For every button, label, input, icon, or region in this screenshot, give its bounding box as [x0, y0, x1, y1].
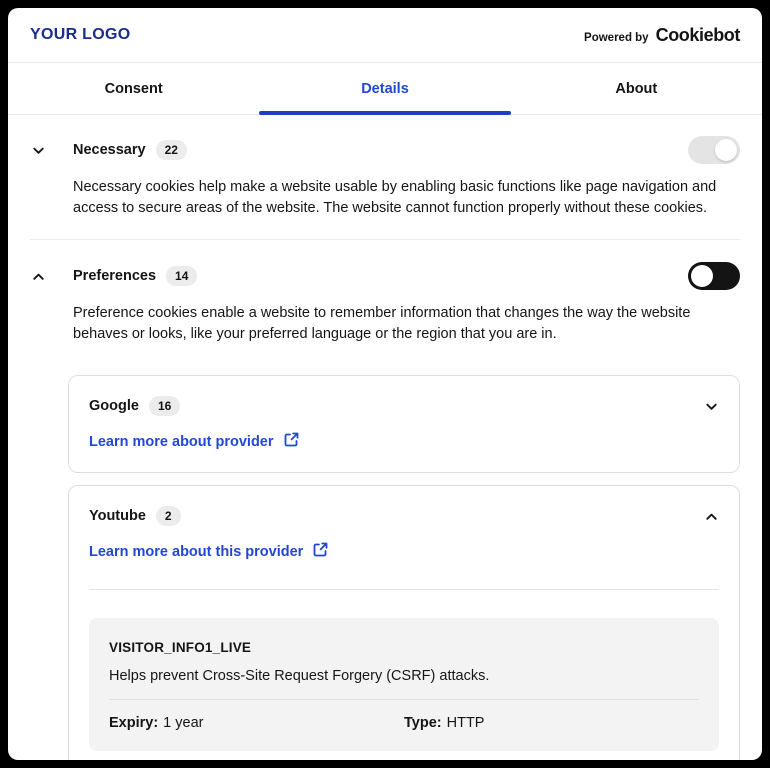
- dialog-header: [8, 8, 762, 63]
- provider-count-badge: 16: [149, 396, 180, 416]
- provider-name-youtube: Youtube: [89, 508, 146, 525]
- provider-card-youtube: [68, 485, 740, 760]
- tab-consent[interactable]: Consent: [104, 80, 163, 97]
- category-row-necessary: [30, 135, 740, 165]
- preferences-toggle[interactable]: [688, 262, 740, 290]
- provider-card-divider: [89, 589, 719, 590]
- category-name-preferences: Preferences: [73, 268, 157, 285]
- provider-name-google: Google: [89, 398, 139, 415]
- external-link-icon: [283, 431, 300, 452]
- cookie-consent-dialog: [8, 8, 762, 760]
- learn-more-provider-link[interactable]: [89, 431, 300, 452]
- tab-about[interactable]: About: [615, 80, 658, 97]
- cookie-name: VISITOR_INFO1_LIVE: [109, 640, 252, 656]
- cookie-meta-row: [109, 715, 699, 731]
- expiry-label: Expiry:: [109, 715, 159, 732]
- tab-bar: [8, 63, 762, 115]
- learn-more-provider-link[interactable]: [89, 541, 329, 562]
- category-row-preferences: [30, 261, 740, 291]
- category-count-badge: 14: [166, 266, 197, 286]
- provider-count-badge: 2: [156, 506, 181, 526]
- category-description-necessary: Necessary cookies help make a website usable by enabling basic functions like page navigation and access to secure areas of the website. The website cannot function properly without these cookies.: [73, 179, 717, 216]
- expiry-value: 1 year: [163, 715, 204, 732]
- category-name-necessary: Necessary: [73, 142, 146, 158]
- type-label: Type:: [404, 715, 442, 732]
- cookie-description: Helps prevent Cross-Site Request Forgery (CSRF) attacks.: [109, 668, 490, 685]
- section-divider: [30, 239, 740, 240]
- provider-card-google: [68, 375, 740, 473]
- chevron-up-icon[interactable]: [30, 268, 46, 284]
- chevron-up-icon[interactable]: [703, 508, 719, 524]
- chevron-down-icon[interactable]: [30, 142, 46, 158]
- necessary-toggle: [688, 136, 740, 164]
- powered-by-cookiebot[interactable]: [584, 25, 740, 46]
- link-label: Learn more about this provider: [89, 543, 304, 560]
- cookiebot-logo: Cookiebot: [655, 24, 740, 45]
- link-label: Learn more about provider: [89, 433, 274, 450]
- cookie-detail-card: [89, 618, 719, 751]
- details-panel: [8, 115, 762, 760]
- type-value: HTTP: [446, 715, 485, 732]
- chevron-down-icon[interactable]: [703, 398, 719, 414]
- your-logo: YOUR LOGO: [30, 26, 131, 43]
- cookie-expiry: [109, 715, 404, 731]
- tab-details[interactable]: Details: [259, 63, 510, 114]
- category-count-badge: 22: [156, 140, 187, 160]
- powered-by-label: Powered by: [584, 31, 649, 44]
- provider-header: [89, 396, 719, 416]
- provider-header: [89, 506, 719, 526]
- category-description-preferences: Preference cookies enable a website to remember information that changes the way the website behaves or looks, like your preferred language or the region that you are in.: [73, 305, 691, 342]
- toggle-knob: [715, 139, 737, 161]
- cookie-type: [404, 715, 699, 731]
- external-link-icon: [312, 541, 329, 562]
- cookie-card-divider: [109, 699, 699, 700]
- toggle-knob: [691, 265, 713, 287]
